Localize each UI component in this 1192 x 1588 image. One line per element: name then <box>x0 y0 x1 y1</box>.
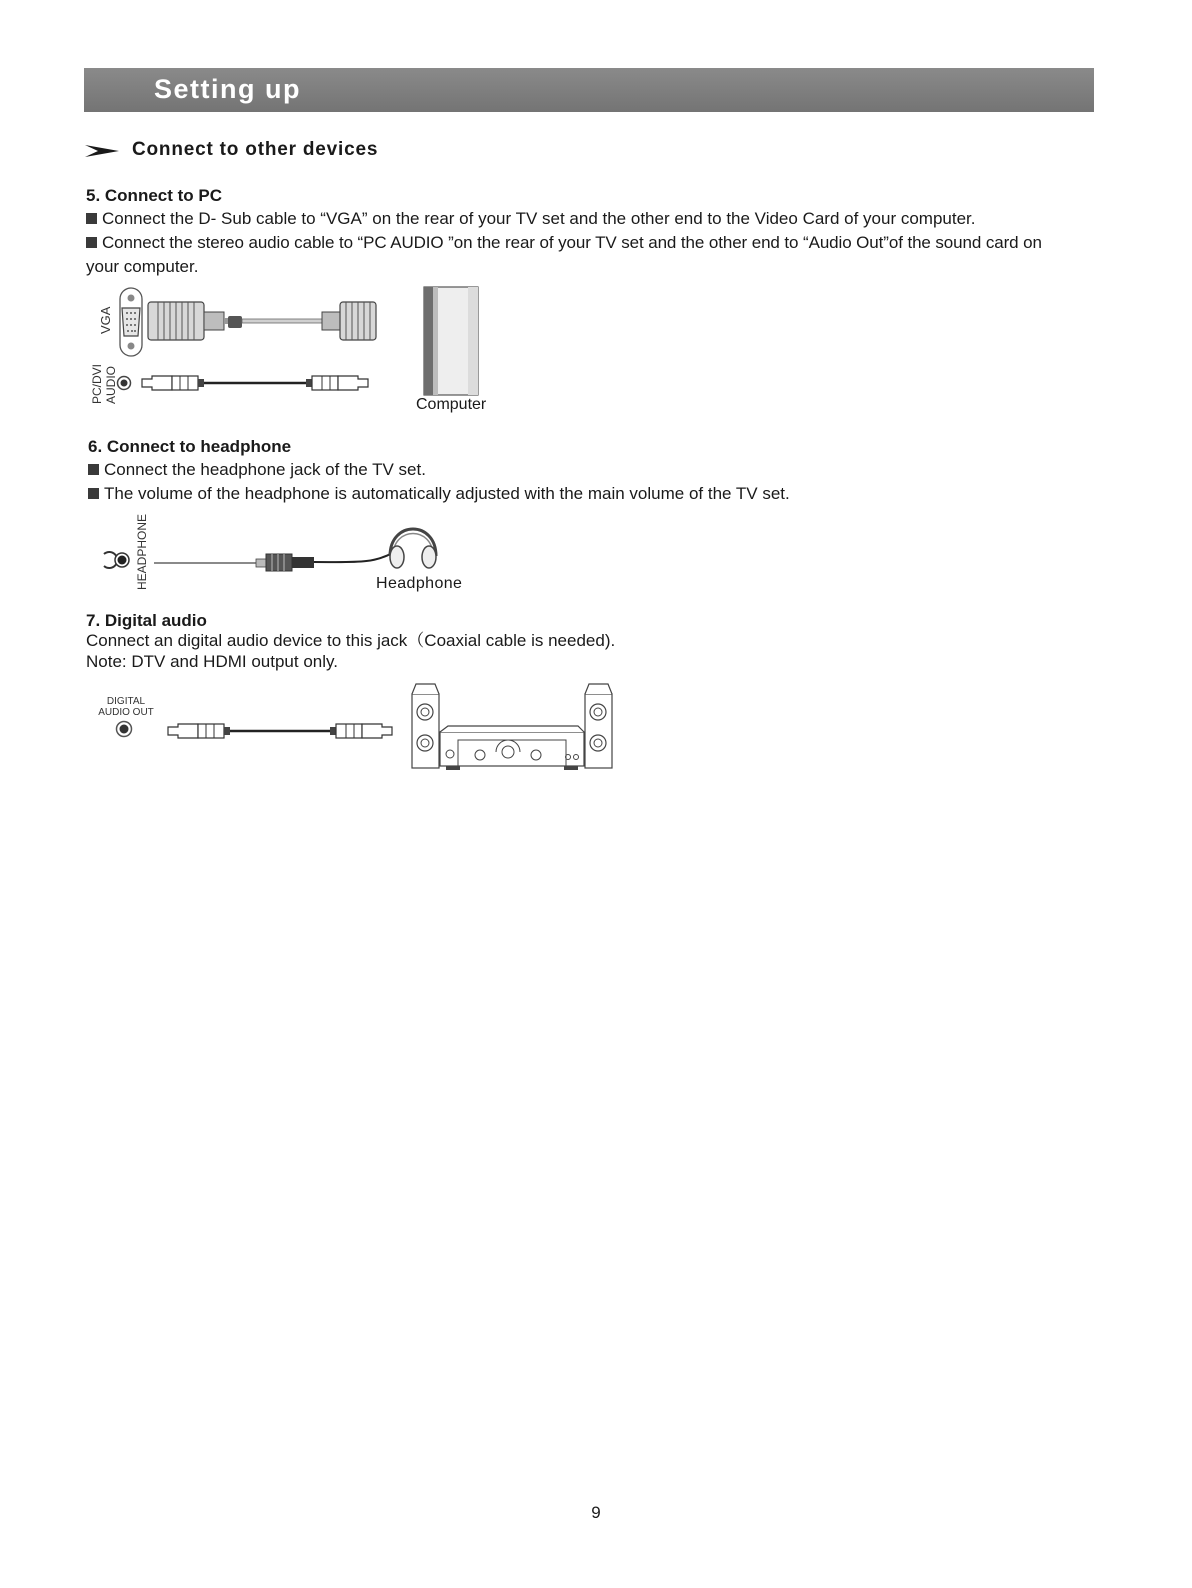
digital-audio-diagram <box>84 680 624 774</box>
digital-port-label-1: DIGITAL <box>106 696 146 707</box>
bullet-square-icon <box>88 488 99 499</box>
vga-cable-icon <box>148 302 376 340</box>
digital-line-1: Connect an digital audio device to this jack（Coaxial cable is needed). <box>86 631 616 650</box>
computer-tower-icon <box>424 287 478 395</box>
headphone-bullet-1 <box>88 458 426 482</box>
pc-heading: 5. Connect to PC <box>86 186 223 205</box>
bullet-square-icon <box>86 237 97 248</box>
pc-bullet-1-text: Connect the D- Sub cable to “VGA” on the rear of your TV set and the other end to the Video Card of your computer. <box>102 209 976 228</box>
digital-heading: 7. Digital audio <box>86 611 207 630</box>
section-title: Connect to other devices <box>132 139 379 160</box>
vga-port-icon <box>120 288 142 356</box>
right-speaker-icon <box>585 684 612 768</box>
left-speaker-icon <box>412 684 439 768</box>
headphone-bullet-1-text: Connect the headphone jack of the TV set. <box>104 460 426 479</box>
coaxial-cable-icon <box>168 724 392 738</box>
digital-line-2: Note: DTV and HDMI output only. <box>86 652 338 671</box>
bullet-square-icon <box>88 464 99 475</box>
headphones-icon <box>390 529 436 568</box>
headphone-bullet-2 <box>88 482 790 506</box>
headphone-port-label: HEADPHONE <box>135 513 149 590</box>
page-number: 9 <box>591 1503 601 1522</box>
headphone-bullet-2-text: The volume of the headphone is automatically adjusted with the main volume of the TV set. <box>104 484 790 503</box>
bullet-square-icon <box>86 213 97 224</box>
pc-audio-cable-icon <box>142 376 368 390</box>
headphone-cable-icon <box>154 552 394 571</box>
pc-bullet-2-text: Connect the stereo audio cable to “PC AUDIO ”on the rear of your TV set and the other end to “Audio Out”of the sound card on <box>102 233 1042 252</box>
pc-bullet-2 <box>86 231 1042 255</box>
pc-bullet-1 <box>86 207 975 231</box>
pc-audio-port-label-1: PC/DVI <box>90 363 104 404</box>
digital-audio-port-icon <box>117 722 132 737</box>
headphone-port-icon <box>104 552 129 568</box>
pc-audio-port-label-2: AUDIO <box>104 365 118 404</box>
page-title: Setting up <box>154 74 301 104</box>
header-banner <box>84 68 1094 112</box>
arrow-icon <box>84 142 120 158</box>
section-heading <box>84 137 378 163</box>
pc-audio-port-icon <box>118 377 131 390</box>
amplifier-icon <box>440 726 584 770</box>
digital-port-label-2: AUDIO OUT <box>98 707 154 718</box>
headphone-label: Headphone <box>376 575 463 592</box>
computer-label: Computer <box>416 396 487 413</box>
pc-bullet-2-continuation: your computer. <box>86 257 199 276</box>
headphone-heading: 6. Connect to headphone <box>88 437 292 456</box>
vga-port-label: VGA <box>98 306 113 334</box>
